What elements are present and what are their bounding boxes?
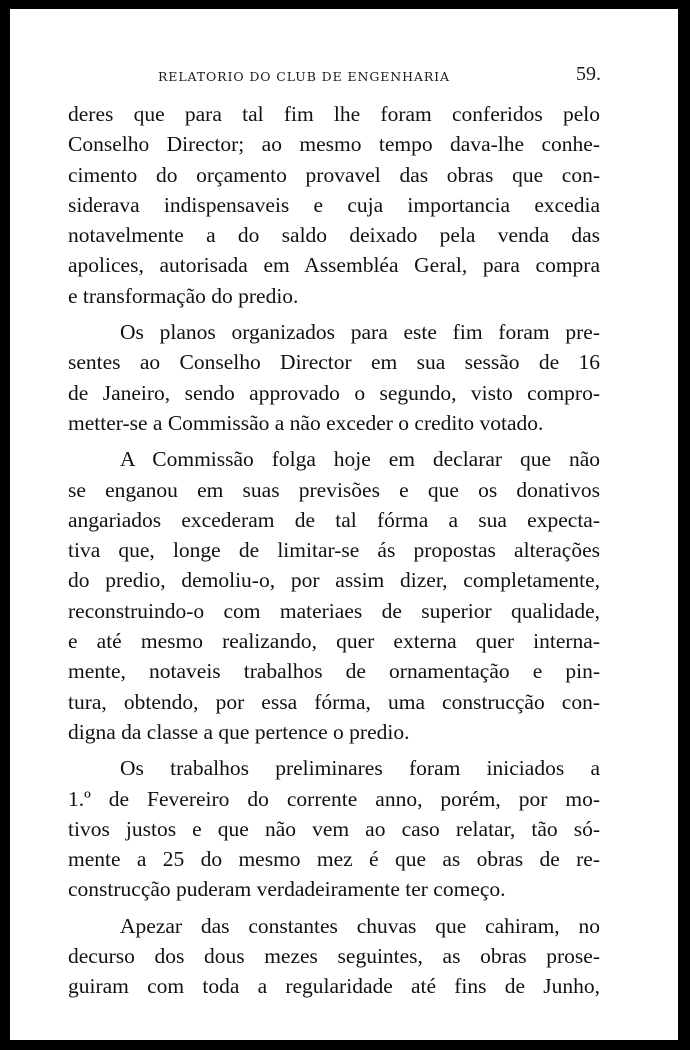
text-line: do predio, demoliu-o, por assim dizer, completamente,: [68, 568, 600, 593]
text-line: siderava indispensaveis e cuja importancia excedia: [68, 192, 600, 217]
text-line: sentes ao Conselho Director em sua sessão de 16: [68, 350, 600, 375]
paragraph: [68, 99, 600, 311]
text-line: Os planos organizados para este fim foram pre-: [120, 320, 600, 345]
text-line: angariados excederam de tal fórma a sua expecta-: [68, 507, 600, 532]
text-line: tivos justos e que não vem ao caso relatar, tão só-: [68, 816, 600, 841]
text-line: Conselho Director; ao mesmo tempo dava-lhe conhe-: [68, 132, 600, 157]
paragraph: [68, 317, 600, 438]
text-line: digna da classe a que pertence o predio.: [68, 719, 410, 744]
body-text: [68, 99, 600, 1002]
text-line: se enganou em suas previsões e que os donativos: [68, 477, 600, 502]
page-header: [10, 57, 678, 87]
paragraph: [68, 444, 600, 747]
text-line: tiva que, longe de limitar-se ás propostas alterações: [68, 538, 600, 563]
text-line: A Commissão folga hoje em declarar que não: [120, 447, 600, 472]
text-line: decurso dos dous mezes seguintes, as obras prose-: [68, 944, 600, 969]
text-line: cimento do orçamento provavel das obras que con-: [68, 162, 600, 187]
text-line: notavelmente a do saldo deixado pela venda das: [68, 223, 600, 248]
text-line: mente, notaveis trabalhos de ornamentação e pin-: [68, 659, 600, 684]
text-line: Apezar das constantes chuvas que cahiram, no: [120, 913, 600, 938]
text-line: de Janeiro, sendo approvado o segundo, visto compro-: [68, 380, 600, 405]
running-title: RELATORIO DO CLUB DE ENGENHARIA: [158, 69, 450, 84]
text-line: e transformação do predio.: [68, 283, 299, 308]
text-line: reconstruindo-o com materiaes de superior qualidade,: [68, 598, 600, 623]
text-line: mente a 25 do mesmo mez é que as obras de re-: [68, 847, 600, 872]
text-line: deres que para tal fim lhe foram conferidos pelo: [68, 102, 600, 126]
paragraph: [68, 753, 600, 904]
text-line: 1.º de Fevereiro do corrente anno, porém, por mo-: [68, 786, 600, 811]
text-line: Os trabalhos preliminares foram iniciados a: [120, 756, 600, 781]
book-page: [10, 9, 678, 1040]
text-line: tura, obtendo, por essa fórma, uma construcção con-: [68, 689, 600, 714]
text-line: apolices, autorisada em Assembléa Geral, para compra: [68, 253, 600, 278]
text-line: guiram com toda a regularidade até fins de Junho,: [68, 974, 600, 999]
page-number: 59.: [576, 63, 601, 85]
text-line: construcção puderam verdadeiramente ter começo.: [68, 877, 506, 902]
text-line: e até mesmo realizando, quer externa quer interna-: [68, 629, 600, 654]
paragraph: [68, 911, 600, 1002]
text-line: metter-se a Commissão a não exceder o credito votado.: [68, 410, 544, 435]
